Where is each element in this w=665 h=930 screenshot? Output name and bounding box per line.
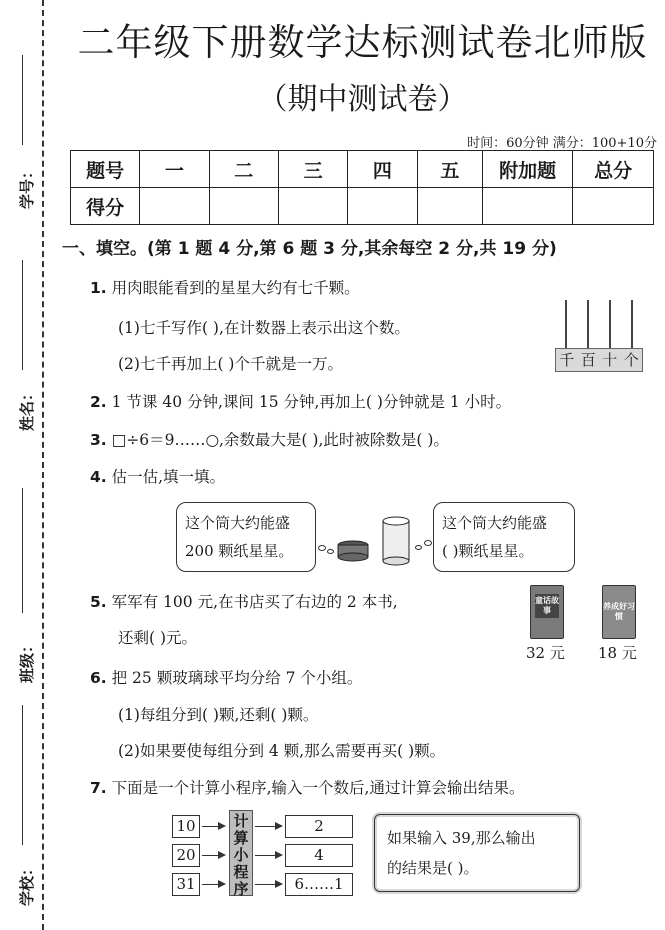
question-6-part-2: (2)如果要使每组分到 4 颗,那么需要再买( )颗。 <box>118 742 446 760</box>
question-number: 3. <box>90 431 107 449</box>
score-cell[interactable] <box>483 188 573 225</box>
score-cell[interactable] <box>140 188 209 225</box>
school-label: 学校： <box>18 860 37 907</box>
class-label: 班级： <box>18 637 37 684</box>
question-number: 2. <box>90 393 107 411</box>
abacus-base <box>555 348 643 372</box>
abacus-rod[interactable] <box>609 300 611 348</box>
school-field[interactable] <box>22 705 23 845</box>
question-number: 5. <box>90 593 107 611</box>
score-cell[interactable] <box>417 188 483 225</box>
question-text: 把 25 颗玻璃球平均分给 7 个小组。 <box>111 669 363 687</box>
time-info: 时间：60分钟 满分：100+10分 <box>467 136 657 151</box>
bubble-line: 这个筒大约能盛 <box>185 514 291 532</box>
question-number: 4. <box>90 468 107 486</box>
arrow-icon <box>202 884 224 885</box>
student-id-field[interactable] <box>22 55 23 145</box>
question-text: 估一估,填一填。 <box>111 468 226 486</box>
abacus-place-label: 千 <box>559 351 575 369</box>
score-table <box>70 150 654 225</box>
bubble-line: 这个筒大约能盛 <box>442 514 548 532</box>
output-box: 4 <box>285 844 353 867</box>
question-4 <box>90 465 225 487</box>
fairy-tale-book-icon <box>530 585 564 639</box>
question-text: 1 节课 40 分钟,课间 15 分钟,再加上( )分钟就是 1 小时。 <box>111 393 512 411</box>
question-5 <box>90 590 398 612</box>
question-number: 7. <box>90 779 107 797</box>
abacus <box>555 300 643 372</box>
question-1 <box>90 276 360 298</box>
score-header-cell: 一 <box>140 151 209 188</box>
short-jar-icon <box>336 540 370 562</box>
book-1-price: 32 元 <box>526 644 565 662</box>
score-header-cell: 题号 <box>71 151 140 188</box>
good-habits-book-icon <box>602 585 636 639</box>
question-text: 军军有 100 元,在书店买了右边的 2 本书, <box>111 593 398 611</box>
question-1-part-2: (2)七千再加上( )个千就是一万。 <box>118 355 343 373</box>
tall-jar-icon <box>381 516 411 566</box>
bubble-line: ( )颗纸星星。 <box>442 542 534 560</box>
book-2-price: 18 元 <box>598 644 637 662</box>
page-subtitle: （期中测试卷） <box>257 82 468 117</box>
section-heading: 一、填空。(第 1 题 4 分,第 6 题 3 分,其余每空 2 分,共 19 分) <box>62 239 557 259</box>
question-1-part-1: (1)七千写作( ),在计数器上表示出这个数。 <box>118 319 410 337</box>
question-text: 用肉眼能看到的星星大约有七千颗。 <box>111 279 360 297</box>
arrow-icon <box>255 884 281 885</box>
abacus-place-label: 百 <box>580 351 596 369</box>
score-cell[interactable] <box>278 188 347 225</box>
score-header-cell: 三 <box>278 151 347 188</box>
input-box: 20 <box>172 844 200 867</box>
book-title: 养成好习惯 <box>603 602 635 621</box>
question-6-part-1: (1)每组分到( )颗,还剩( )颗。 <box>118 706 319 724</box>
question-text: □÷6＝9……○,余数最大是( ),此时被除数是( )。 <box>111 431 449 449</box>
right-speech-bubble <box>433 502 575 572</box>
input-box: 10 <box>172 815 200 838</box>
arrow-icon <box>202 855 224 856</box>
arrow-icon <box>255 855 281 856</box>
question-3 <box>90 428 449 450</box>
name-field[interactable] <box>22 260 23 370</box>
input-box: 31 <box>172 873 200 896</box>
question-text: 下面是一个计算小程序,输入一个数后,通过计算会输出结果。 <box>111 779 525 797</box>
question-number: 6. <box>90 669 107 687</box>
abacus-place-label: 十 <box>602 351 618 369</box>
abacus-rod[interactable] <box>587 300 589 348</box>
thought-dot <box>327 549 334 554</box>
abacus-place-label: 个 <box>623 351 639 369</box>
output-box: 2 <box>285 815 353 838</box>
question-2 <box>90 390 511 412</box>
score-cell[interactable] <box>209 188 278 225</box>
book-title: 童话故事 <box>535 594 559 618</box>
bubble-line: 200 颗纸星星。 <box>185 542 294 560</box>
binding-line <box>42 0 44 930</box>
page-title: 二年级下册数学达标测试卷北师版 <box>77 21 648 64</box>
abacus-rod[interactable] <box>631 300 633 348</box>
note-line: 的结果是( )。 <box>387 859 479 877</box>
score-row-label: 得分 <box>71 188 140 225</box>
score-header-cell: 附加题 <box>483 151 573 188</box>
arrow-icon <box>202 826 224 827</box>
class-field[interactable] <box>22 488 23 613</box>
score-table-header-row <box>71 151 654 188</box>
output-box: 6……1 <box>285 873 353 896</box>
question-6 <box>90 666 362 688</box>
thought-dot <box>424 540 432 546</box>
score-table-score-row <box>71 188 654 225</box>
question-7-note <box>372 812 582 894</box>
question-5-line-2: 还剩( )元。 <box>118 629 198 647</box>
question-7 <box>90 776 524 798</box>
left-speech-bubble <box>176 502 316 572</box>
abacus-rod[interactable] <box>565 300 567 348</box>
thought-dot <box>318 545 326 551</box>
thought-dot <box>415 545 422 550</box>
score-cell[interactable] <box>573 188 654 225</box>
score-cell[interactable] <box>348 188 417 225</box>
score-header-cell: 四 <box>348 151 417 188</box>
name-label: 姓名： <box>18 385 37 432</box>
score-header-cell: 五 <box>417 151 483 188</box>
student-id-label: 学号： <box>18 163 37 210</box>
question-number: 1. <box>90 279 107 297</box>
calculation-program-box: 计 算 小 程 序 <box>229 810 253 896</box>
score-header-cell: 二 <box>209 151 278 188</box>
score-header-cell: 总分 <box>573 151 654 188</box>
arrow-icon <box>255 826 281 827</box>
note-line: 如果输入 39,那么输出 <box>387 829 536 847</box>
